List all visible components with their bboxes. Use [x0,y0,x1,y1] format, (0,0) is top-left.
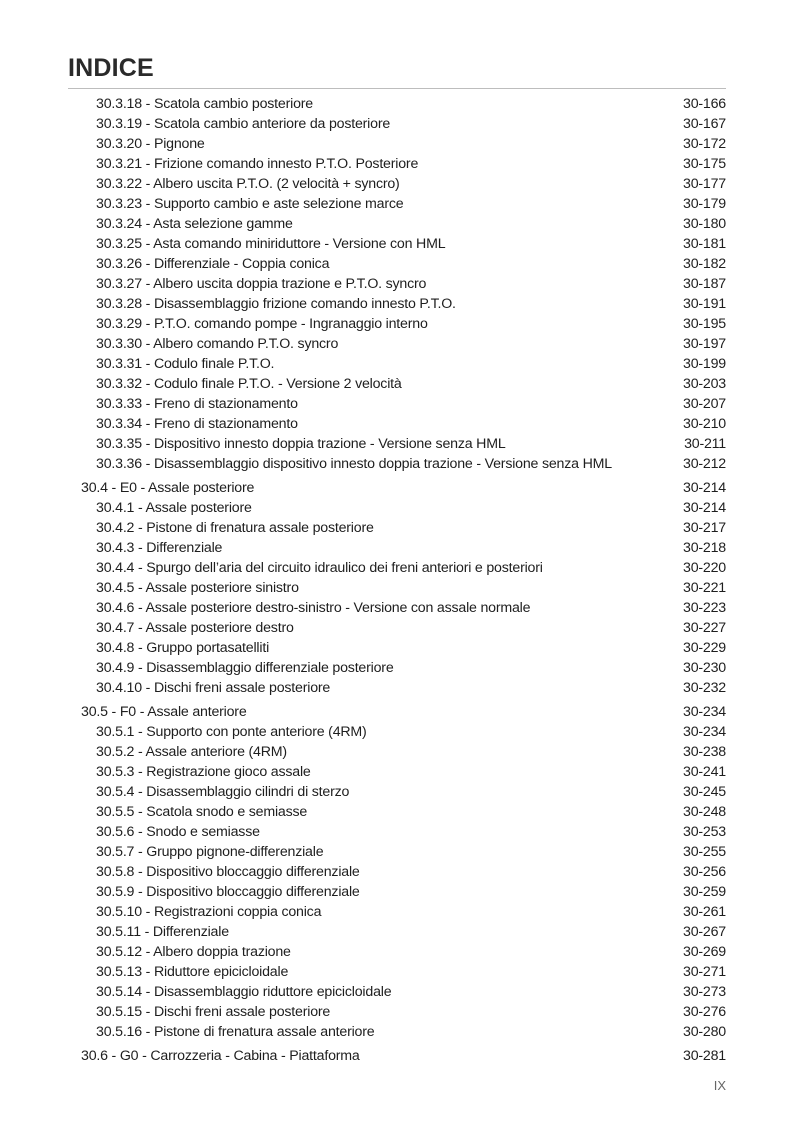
toc-entry-label: 30.5.5 - Scatola snodo e semiasse [96,804,308,820]
toc-entry-page: 30-280 [683,1024,726,1040]
title-divider [68,88,726,89]
toc-entry-row[interactable] [96,742,726,762]
toc-entry-row[interactable] [96,902,726,922]
toc-entry-page: 30-259 [683,884,726,900]
toc-entry-page: 30-238 [683,744,726,760]
toc-entry-row[interactable] [96,538,726,558]
toc-entry-row[interactable] [96,434,726,454]
toc-entry-page: 30-273 [683,984,726,1000]
toc-entry-row[interactable] [96,498,726,518]
toc-entry-label: 30.5.6 - Snodo e semiasse [96,824,260,840]
toc-entry-row[interactable] [96,414,726,434]
toc-entry-page: 30-255 [683,844,726,860]
toc-entry-row[interactable] [96,294,726,314]
toc-entry-row[interactable] [96,678,726,698]
toc-entry-row[interactable] [96,842,726,862]
toc-entry-row[interactable] [96,94,726,114]
toc-entry-page: 30-267 [683,924,726,940]
toc-entry-label: 30.4.1 - Assale posteriore [96,500,252,516]
toc-entry-page: 30-232 [683,680,726,696]
toc-entry-label: 30.4.8 - Gruppo portasatelliti [96,640,270,656]
toc-entry-row[interactable] [96,1022,726,1042]
toc-entry-label: 30.3.25 - Asta comando miniriduttore - Versione con HML [96,236,446,252]
toc-entry-row[interactable] [96,862,726,882]
toc-entry-row[interactable] [96,982,726,1002]
toc-entry-label: 30.3.21 - Frizione comando innesto P.T.O. Posteriore [96,156,419,172]
toc-entry-label: 30.5.14 - Disassemblaggio riduttore epicicloidale [96,984,392,1000]
toc-entry-page: 30-212 [683,456,726,472]
toc-entry-label: 30.6 - G0 - Carrozzeria - Cabina - Piattaforma [81,1048,360,1064]
toc-entry-row[interactable] [96,194,726,214]
toc-entry-row[interactable] [96,762,726,782]
toc-entry-page: 30-210 [683,416,726,432]
toc-entry-page: 30-218 [683,540,726,556]
toc-entry-row[interactable] [96,214,726,234]
toc-entry-page: 30-181 [683,236,726,252]
toc-entry-page: 30-207 [683,396,726,412]
toc-entry-label: 30.3.18 - Scatola cambio posteriore [96,96,313,112]
toc-entry-row[interactable] [96,334,726,354]
toc-entry-label: 30.3.32 - Codulo finale P.T.O. - Versione 2 velocità [96,376,402,392]
toc-entry-label: 30.4.5 - Assale posteriore sinistro [96,580,299,596]
toc-entry-label: 30.4.6 - Assale posteriore destro-sinistro - Versione con assale normale [96,600,531,616]
toc-entry-row[interactable] [96,558,726,578]
toc-entry-row[interactable] [96,962,726,982]
toc-entry-label: 30.3.23 - Supporto cambio e aste selezione marce [96,196,404,212]
toc-entry-label: 30.3.27 - Albero uscita doppia trazione e P.T.O. syncro [96,276,427,292]
toc-entry-label: 30.5.8 - Dispositivo bloccaggio differenziale [96,864,360,880]
toc-section-row[interactable] [81,478,726,498]
toc-entry-page: 30-276 [683,1004,726,1020]
toc-entry-row[interactable] [96,658,726,678]
toc-entry-row[interactable] [96,578,726,598]
toc-entry-label: 30.5.11 - Differenziale [96,924,229,940]
toc-entry-label: 30.4.7 - Assale posteriore destro [96,620,294,636]
toc-entry-page: 30-221 [683,580,726,596]
toc-entry-label: 30.5.13 - Riduttore epicicloidale [96,964,289,980]
toc-entry-page: 30-234 [683,724,726,740]
toc-entry-row[interactable] [96,942,726,962]
toc-entry-row[interactable] [96,134,726,154]
toc-entry-label: 30.3.19 - Scatola cambio anteriore da posteriore [96,116,391,132]
toc-entry-page: 30-180 [683,216,726,232]
toc-entry-page: 30-167 [683,116,726,132]
toc-entry-page: 30-248 [683,804,726,820]
toc-entry-page: 30-203 [683,376,726,392]
toc-entry-row[interactable] [96,638,726,658]
toc-entry-label: 30.5.10 - Registrazioni coppia conica [96,904,322,920]
toc-entry-label: 30.4.9 - Disassemblaggio differenziale posteriore [96,660,394,676]
toc-entry-label: 30.3.26 - Differenziale - Coppia conica [96,256,330,272]
toc-entry-page: 30-191 [683,296,726,312]
toc-section-row[interactable] [81,1046,726,1066]
toc-entry-page: 30-253 [683,824,726,840]
toc-entry-page: 30-175 [683,156,726,172]
toc-entry-row[interactable] [96,618,726,638]
toc-entry-label: 30.3.33 - Freno di stazionamento [96,396,298,412]
toc-entry-label: 30.5.1 - Supporto con ponte anteriore (4RM) [96,724,367,740]
toc-entry-row[interactable] [96,822,726,842]
toc-entry-label: 30.4.4 - Spurgo dell’aria del circuito idraulico dei freni anteriori e posteriori [96,560,543,576]
toc-entry-row[interactable] [96,782,726,802]
toc-entry-row[interactable] [96,722,726,742]
toc-entry-label: 30.5.15 - Dischi freni assale posteriore [96,1004,331,1020]
toc-entry-label: 30.4.10 - Dischi freni assale posteriore [96,680,331,696]
toc-entry-label: 30.5.4 - Disassemblaggio cilindri di sterzo [96,784,350,800]
toc-entry-label: 30.5.2 - Assale anteriore (4RM) [96,744,287,760]
toc-entry-row[interactable] [96,454,726,474]
toc-entry-row[interactable] [96,598,726,618]
toc-entry-page: 30-230 [683,660,726,676]
toc-entry-page: 30-182 [683,256,726,272]
toc-entry-page: 30-223 [683,600,726,616]
toc-entry-row[interactable] [96,882,726,902]
toc-entry-label: 30.3.30 - Albero comando P.T.O. syncro [96,336,339,352]
toc-entry-label: 30.5.3 - Registrazione gioco assale [96,764,311,780]
toc-entry-label: 30.4.2 - Pistone di frenatura assale posteriore [96,520,374,536]
toc-entry-row[interactable] [96,354,726,374]
toc-entry-page: 30-229 [683,640,726,656]
toc-section-row[interactable] [81,702,726,722]
toc-entry-label: 30.5.7 - Gruppo pignone-differenziale [96,844,324,860]
toc-entry-row[interactable] [96,274,726,294]
toc-entry-row[interactable] [96,254,726,274]
toc-entry-row[interactable] [96,154,726,174]
toc-entry-label: 30.3.24 - Asta selezione gamme [96,216,293,232]
toc-entry-page: 30-227 [683,620,726,636]
toc-entry-label: 30.3.28 - Disassemblaggio frizione comando innesto P.T.O. [96,296,456,312]
toc-entry-page: 30-177 [683,176,726,192]
toc-entry-label: 30.3.36 - Disassemblaggio dispositivo innesto doppia trazione - Versione senza HML [96,456,612,472]
toc-entry-page: 30-271 [683,964,726,980]
toc-entry-page: 30-172 [683,136,726,152]
toc-entry-page: 30-197 [683,336,726,352]
toc-entry-label: 30.3.34 - Freno di stazionamento [96,416,298,432]
toc-entry-page: 30-166 [683,96,726,112]
toc-entry-label: 30.5.12 - Albero doppia trazione [96,944,291,960]
toc-entry-row[interactable] [96,174,726,194]
toc-entry-label: 30.5 - F0 - Assale anteriore [81,704,247,720]
toc-entry-page: 30-269 [683,944,726,960]
toc-entry-page: 30-241 [683,764,726,780]
toc-entry-page: 30-261 [683,904,726,920]
toc-entry-page: 30-214 [683,480,726,496]
toc-entry-row[interactable] [96,802,726,822]
toc-entry-row[interactable] [96,922,726,942]
page-title: INDICE [68,54,154,82]
toc-entry-page: 30-187 [683,276,726,292]
toc-entry-label: 30.5.9 - Dispositivo bloccaggio differenziale [96,884,360,900]
toc-entry-page: 30-256 [683,864,726,880]
toc-entry-page: 30-281 [683,1048,726,1064]
toc-entry-row[interactable] [96,314,726,334]
toc-entry-label: 30.3.20 - Pignone [96,136,205,152]
toc-entry-page: 30-179 [683,196,726,212]
toc-entry-label: 30.3.22 - Albero uscita P.T.O. (2 velocità + syncro) [96,176,400,192]
toc-entry-page: 30-217 [683,520,726,536]
toc-entry-page: 30-199 [683,356,726,372]
toc-entry-label: 30.4.3 - Differenziale [96,540,223,556]
toc-entry-page: 30-220 [683,560,726,576]
toc-entry-label: 30.5.16 - Pistone di frenatura assale anteriore [96,1024,375,1040]
toc-entry-page: 30-211 [684,436,726,452]
toc-entry-page: 30-214 [683,500,726,516]
toc-entry-row[interactable] [96,234,726,254]
toc-entry-label: 30.3.29 - P.T.O. comando pompe - Ingranaggio interno [96,316,428,332]
toc-entry-row[interactable] [96,114,726,134]
toc-entry-page: 30-245 [683,784,726,800]
toc-entry-page: 30-195 [683,316,726,332]
toc-entry-page: 30-234 [683,704,726,720]
toc-entry-row[interactable] [96,518,726,538]
toc-entry-label: 30.3.35 - Dispositivo innesto doppia trazione - Versione senza HML [96,436,506,452]
toc-entry-row[interactable] [96,394,726,414]
page-number: IX [713,1078,726,1093]
toc-entry-label: 30.4 - E0 - Assale posteriore [81,480,255,496]
toc-entry-row[interactable] [96,1002,726,1022]
toc-entry-row[interactable] [96,374,726,394]
toc-entry-label: 30.3.31 - Codulo finale P.T.O. [96,356,275,372]
